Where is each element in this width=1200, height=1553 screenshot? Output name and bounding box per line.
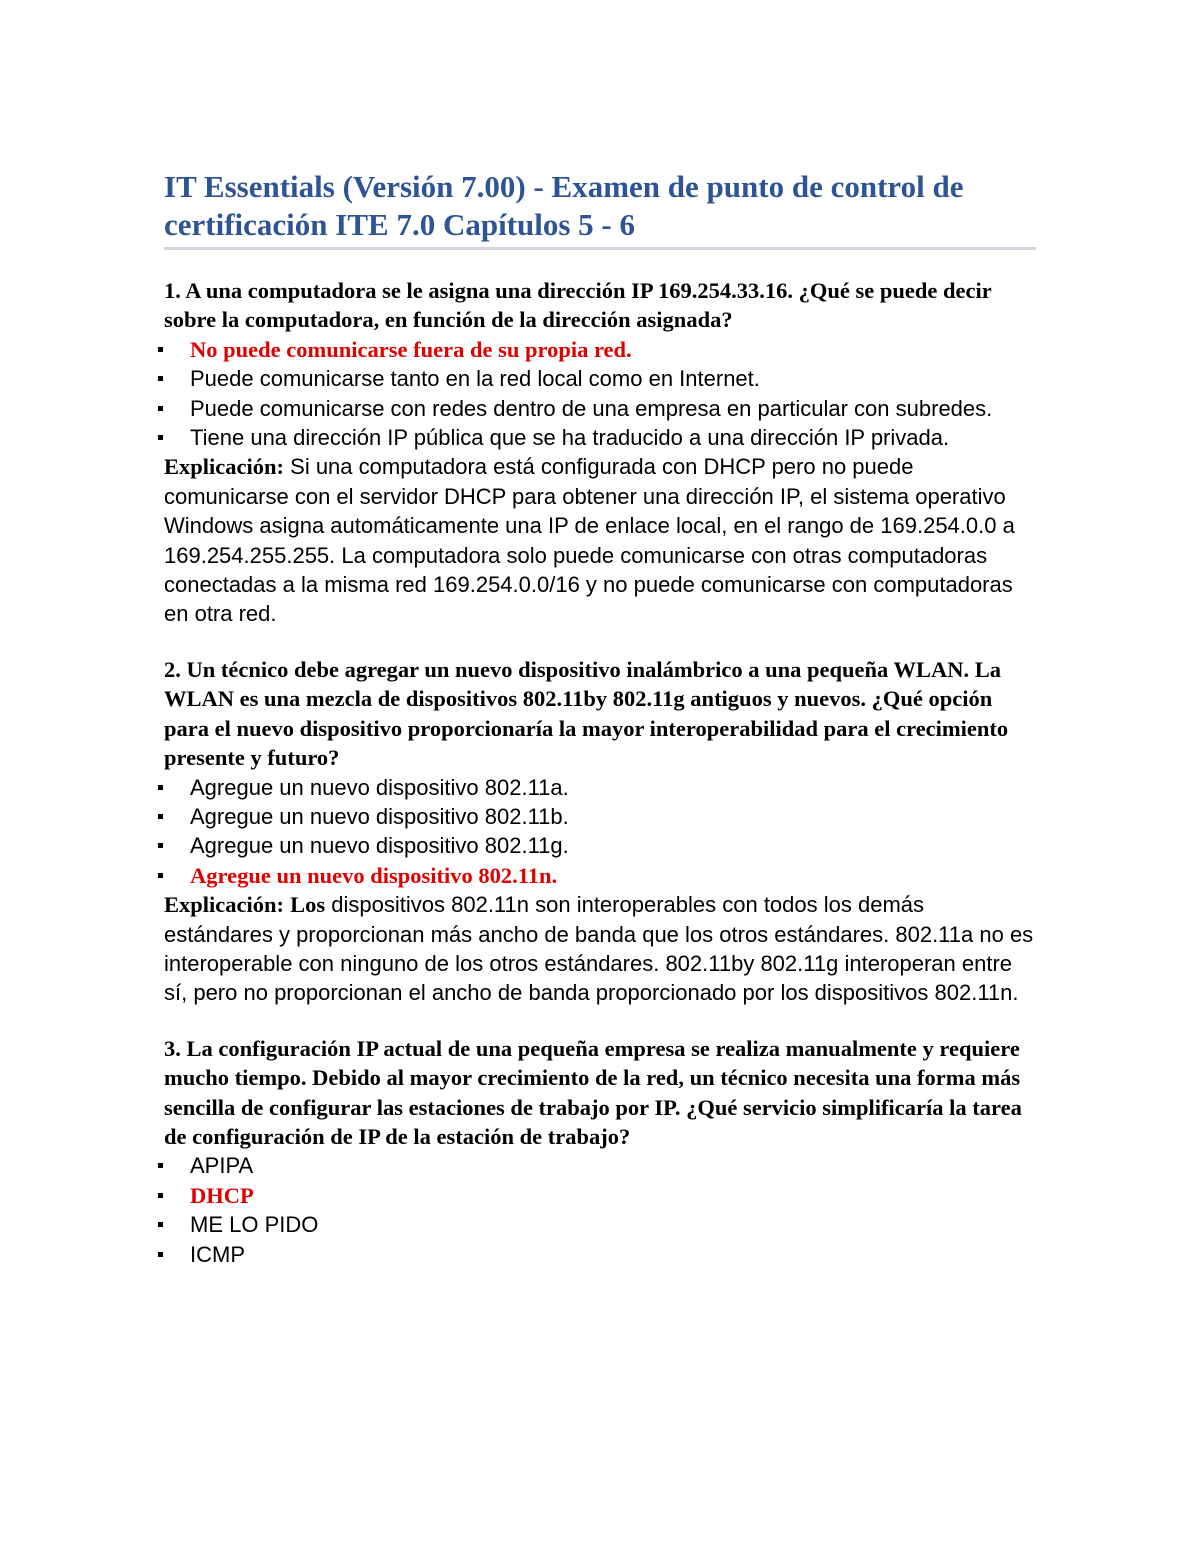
question-2	[164, 655, 1036, 1008]
answer-option-correct	[164, 335, 1036, 364]
question-text: 3. La configuración IP actual de una pequeña empresa se realiza manualmente y requiere mucho tiempo. Debido al mayor crecimiento de la red, un técnico necesita una forma más sencilla de configurar las estaciones de trabajo por IP. ¿Qué servicio simplificaría la tarea de configuración de IP de la estación de trabajo?	[164, 1035, 1022, 1149]
option-label: Puede comunicarse con redes dentro de una empresa en particular con subredes.	[190, 395, 993, 421]
answer-option	[164, 1151, 1036, 1180]
answer-option	[164, 802, 1036, 831]
explanation-label: Explicación:	[164, 892, 285, 918]
answer-options	[164, 1151, 1036, 1269]
option-label: Agregue un nuevo dispositivo 802.11a.	[190, 774, 569, 800]
answer-option	[164, 364, 1036, 393]
explanation-text: dispositivos 802.11n son interoperables con todos los demás estándares y proporcionan más ancho de banda que los otros estándares. 802.11a no es interoperable con ninguno de los otros estándares. 802.11by 802.11g interoperan entre sí, pero no proporcionan el ancho de banda proporcionado por los dispositivos 802.11n.	[164, 892, 1034, 1006]
question-text: 2. Un técnico debe agregar un nuevo dispositivo inalámbrico a una pequeña WLAN. La WLAN es una mezcla de dispositivos 802.11by 802.11g antiguos y nuevos. ¿Qué opción para el nuevo dispositivo proporcionaría la mayor interoperabilidad para el crecimiento presente y futuro?	[164, 656, 1009, 771]
square-bullet-icon	[158, 347, 163, 352]
option-label: Agregue un nuevo dispositivo 802.11b.	[190, 803, 569, 829]
explanation-label: Explicación:	[164, 454, 285, 480]
option-label: Puede comunicarse tanto en la red local como en Internet.	[190, 366, 760, 392]
option-label: Agregue un nuevo dispositivo 802.11n.	[190, 862, 558, 888]
square-bullet-icon	[158, 435, 163, 440]
answer-option-correct	[164, 1181, 1036, 1210]
question-1	[164, 276, 1036, 629]
square-bullet-icon	[158, 814, 163, 819]
explanation-lead: Los	[290, 892, 326, 918]
answer-options	[164, 335, 1036, 453]
question-3	[164, 1034, 1036, 1269]
option-label: Agregue un nuevo dispositivo 802.11g.	[190, 833, 569, 859]
square-bullet-icon	[158, 1252, 163, 1257]
answer-option	[164, 831, 1036, 860]
square-bullet-icon	[158, 843, 163, 848]
square-bullet-icon	[158, 1163, 163, 1168]
option-label: APIPA	[190, 1153, 254, 1179]
option-label: ME LO PIDO	[190, 1212, 319, 1238]
answer-options	[164, 773, 1036, 891]
explanation	[164, 452, 1036, 628]
answer-option	[164, 423, 1036, 452]
document-title: IT Essentials (Versión 7.00) - Examen de punto de control de certificación ITE 7.0 Capítulos 5 - 6	[164, 168, 1036, 250]
answer-option	[164, 1240, 1036, 1269]
question-text: 1. A una computadora se le asigna una dirección IP 169.254.33.16. ¿Qué se puede decir sobre la computadora, en función de la dirección asignada?	[164, 278, 992, 333]
square-bullet-icon	[158, 376, 163, 381]
answer-option	[164, 394, 1036, 423]
explanation-text: Si una computadora está configurada con DHCP pero no puede comunicarse con el servidor DHCP para obtener una dirección IP, el sistema operativo Windows asigna automáticamente una IP de enlace local, en el rango de 169.254.0.0 a 169.254.255.255. La computadora solo puede comunicarse con otras computadoras conectadas a la misma red 169.254.0.0/16 y no puede comunicarse con computadoras en otra red.	[164, 454, 1015, 627]
option-label: No puede comunicarse fuera de su propia red.	[190, 336, 632, 362]
document-page	[164, 168, 1036, 1269]
option-label: ICMP	[190, 1241, 245, 1267]
square-bullet-icon	[158, 785, 163, 790]
explanation	[164, 890, 1036, 1008]
option-label: DHCP	[190, 1182, 254, 1208]
square-bullet-icon	[158, 1193, 163, 1198]
answer-option	[164, 1210, 1036, 1239]
square-bullet-icon	[158, 1222, 163, 1227]
answer-option	[164, 773, 1036, 802]
square-bullet-icon	[158, 873, 163, 878]
answer-option-correct	[164, 861, 1036, 890]
option-label: Tiene una dirección IP pública que se ha traducido a una dirección IP privada.	[190, 425, 950, 451]
square-bullet-icon	[158, 406, 163, 411]
